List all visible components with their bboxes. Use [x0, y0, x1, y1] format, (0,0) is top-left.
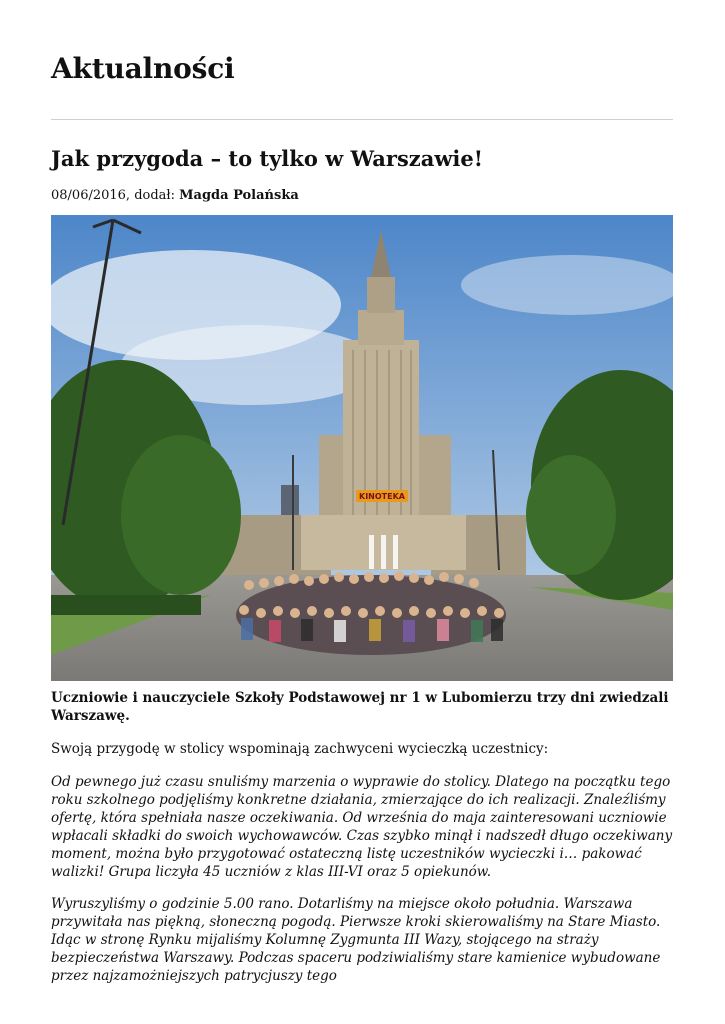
author-name: Magda Polańska [179, 188, 299, 203]
article-meta [51, 188, 299, 203]
article-lead: Uczniowie i nauczyciele Szkoły Podstawowej nr 1 w Lubomierzu trzy dni zwiedzali Warszawę. [51, 690, 669, 724]
article-intro: Swoją przygodę w stolicy wspominają zachwyceni wycieczką uczestnicy: [51, 741, 549, 757]
divider [51, 119, 673, 120]
article-title[interactable]: Jak przygoda – to tylko w Warszawie! [51, 146, 483, 171]
article-paragraph: Wyruszyliśmy o godzinie 5.00 rano. Dotarliśmy na miejsce około południa. Warszawa przywitała nas piękną, słoneczną pogodą. Pierwsze kroki skierowaliśmy na Stare Miasto. Idąc w stronę Rynku mijaliśmy Kolumnę Zygmunta III Wazy, stojącego na straży bezpieczeństwa Warszawy. Podczas spaceru podziwialiśmy stare kamienice wybudowane przez najzamożniejszych patrycjuszy tego [51, 896, 661, 984]
kinoteka-sign: KINOTEKA [359, 492, 405, 501]
page-title: Aktualności [51, 52, 235, 85]
article-paragraph: Od pewnego już czasu snuliśmy marzenia o wyprawie do stolicy. Dlatego na początku tego roku szkolnego podjęliśmy konkretne działania, zmierzające do ich realizacji. Znaleźliśmy ofertę, która spełniała nasze oczekiwania. Od września do maja zainteresowani uczniowie wpłacali składki do swoich wychowawców. Czas szybko minął i nadszedł długo oczekiwany moment, można było przygotować ostateczną listę uczestników wycieczki i… pakować walizki! Grupa liczyła 45 uczniów z klas III-VI oraz 5 opiekunów. [51, 774, 673, 880]
article-photo[interactable] [51, 215, 673, 681]
publish-date-label: 08/06/2016, dodał: [51, 188, 180, 203]
